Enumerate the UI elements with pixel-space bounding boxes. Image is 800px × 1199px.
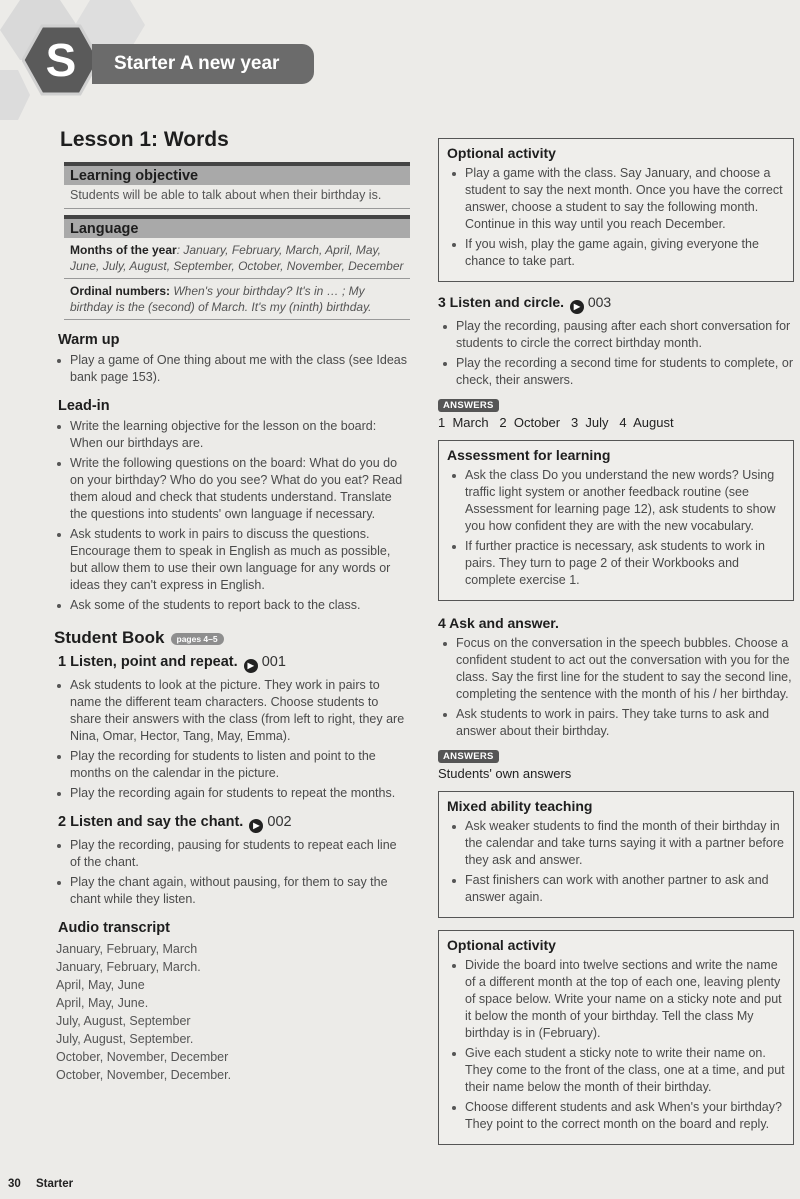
assessment-list xyxy=(447,467,785,589)
list-item: If further practice is necessary, ask students to work in pairs. They turn to page 2 of their Workbooks and complete exercise 1. xyxy=(463,538,785,589)
list-item: Fast finishers can work with another partner to ask and answer again. xyxy=(463,872,785,906)
list-item: Play the recording again for students to repeat the months. xyxy=(68,785,410,802)
exercise-4-list xyxy=(438,635,794,740)
exercise-3-title: 3 Listen and circle. xyxy=(438,294,565,310)
list-item: Give each student a sticky note to write their name on. They come to the front of the class, one at a time, and put their name below the month of their birthday. xyxy=(465,1046,785,1094)
exercise-4-answers: Students' own answers xyxy=(438,766,572,781)
list-item: If you wish, play the game again, giving everyone the chance to take part. xyxy=(463,236,785,270)
right-column xyxy=(438,138,794,1157)
exercise-1-list xyxy=(52,677,410,802)
exercise-1-heading xyxy=(58,654,410,673)
assessment-box xyxy=(438,440,794,601)
list-item: Play the recording a second time for students to complete, or check, their answers. xyxy=(456,356,793,387)
list-item: Focus on the conversation in the speech bubbles. Choose a confident student to act out the conversation with you for the class. Say the first line for the student to say the second line, completing the sentence with the month of his / her birthday. xyxy=(454,635,794,703)
optional-activity-list xyxy=(447,165,785,270)
list-item: Ask students to work in pairs. They take turns to ask and answer about their birthday. xyxy=(454,706,794,740)
lesson-title: Lesson 1: Words xyxy=(60,128,229,151)
page-footer xyxy=(8,1178,85,1190)
months-label: Months of the year xyxy=(70,243,177,257)
list-item: Write the learning objective for the lesson on the board: When our birthdays are. xyxy=(68,418,410,452)
exercise-4-heading: 4 Ask and answer. xyxy=(438,615,559,631)
optional-activity-heading: Optional activity xyxy=(447,937,556,953)
exercise-2-title: 2 Listen and say the chant. xyxy=(58,814,244,830)
lead-in-heading: Lead-in xyxy=(58,398,110,414)
track-number: 002 xyxy=(267,814,292,830)
transcript-line: April, May, June xyxy=(56,978,145,992)
optional-activity-list xyxy=(447,957,785,1133)
transcript-line: April, May, June. xyxy=(56,996,149,1010)
language-heading: Language xyxy=(64,215,410,238)
mixed-ability-box xyxy=(438,791,794,918)
page-number: 30 xyxy=(8,1178,21,1190)
unit-badge-letter: S xyxy=(45,34,77,86)
months-row xyxy=(64,238,410,279)
lead-in-list xyxy=(52,418,410,614)
list-item: Play the recording, pausing for students to repeat each line of the chant. xyxy=(68,837,410,871)
objective-box xyxy=(64,162,410,320)
ordinal-row xyxy=(64,279,410,320)
optional-activity-heading: Optional activity xyxy=(447,145,556,161)
audio-transcript-heading: Audio transcript xyxy=(58,920,170,936)
mixed-ability-list xyxy=(447,818,785,906)
list-item: Choose different students and ask When's your birthday? They point to the correct month on the board and reply. xyxy=(463,1099,785,1133)
list-item: Play the recording, pausing after each short conversation for students to circle the correct birthday month. xyxy=(454,318,794,352)
transcript-line: July, August, September xyxy=(56,1014,191,1028)
learning-objective-heading: Learning objective xyxy=(64,162,410,185)
track-number: 003 xyxy=(587,294,612,310)
list-item: Play a game with the class. Say January, and choose a student to say the next month. Once you have the correct answer, choose a student to say the following month. Continue in this way until you reach December. xyxy=(463,165,785,233)
footer-section: Starter xyxy=(36,1178,74,1190)
list-item: Play the chant again, without pausing, for them to say the chant while they listen. xyxy=(68,874,410,908)
transcript-line: October, November, December xyxy=(56,1050,229,1064)
exercise-2-list xyxy=(52,837,410,908)
pages-tag: pages 4–5 xyxy=(171,633,224,645)
transcript-line: January, February, March. xyxy=(56,960,201,974)
student-book-heading xyxy=(54,628,410,648)
audio-icon: ▶ xyxy=(570,300,584,314)
answers-tag: ANSWERS xyxy=(438,399,499,412)
list-item: Play the recording for students to listen and point to the months on the calendar in the picture. xyxy=(68,748,410,782)
assessment-heading: Assessment for learning xyxy=(447,447,611,463)
ordinal-label: Ordinal numbers: xyxy=(70,284,171,298)
warm-up-list xyxy=(52,352,410,386)
list-item: Ask students to look at the picture. They work in pairs to name the different team characters. Choose students to share their answers with the class (from left to right, they are Nina, Omar, Hector, Tang, May, Emma). xyxy=(68,677,410,745)
list-item: Ask weaker students to find the month of their birthday in the calendar and take turns saying it with a partner before they ask and answer. xyxy=(465,819,784,867)
unit-title: Starter A new year xyxy=(114,53,280,74)
transcript-line: October, November, December. xyxy=(56,1068,232,1082)
exercise-1-title: 1 Listen, point and repeat. xyxy=(58,654,238,670)
student-book-title: Student Book xyxy=(54,628,165,647)
list-item: Ask some of the students to report back to the class. xyxy=(68,597,410,614)
exercise-3-answers: 1 March 2 October 3 July 4 August xyxy=(438,415,674,430)
optional-activity-box-2 xyxy=(438,930,794,1145)
list-item: Ask students to work in pairs to discuss the questions. Encourage them to speak in English as much as possible, but allow them to use their own language for any words or ideas they can't express in English. xyxy=(68,526,410,594)
months-text: : January, February, March, April, May, June, July, August, September, October, November, December xyxy=(70,243,404,273)
audio-icon: ▶ xyxy=(249,819,263,833)
left-column xyxy=(52,128,410,1084)
learning-objective-text: Students will be able to talk about when their birthday is. xyxy=(64,185,410,209)
list-item: Write the following questions on the board: What do you do on your birthday? Who do you see? What do you eat? Read them aloud and check that students understand. Translate the questions into students' own language if necessary. xyxy=(68,455,410,523)
transcript-line: July, August, September. xyxy=(56,1032,194,1046)
audio-transcript xyxy=(56,940,410,1084)
exercise-3-list xyxy=(438,318,794,389)
ordinal-text: When's your birthday? It's in … ; My birthday is the (second) of March. It's my (ninth) birthday. xyxy=(70,284,372,314)
transcript-line: January, February, March xyxy=(56,942,198,956)
list-item: Divide the board into twelve sections and write the name of a different month at the top of each one, leaving plenty of space below. Write your name on a sticky note and put it below the month of your birthday. Tell the class My birthday is in (February). xyxy=(463,957,785,1042)
audio-icon: ▶ xyxy=(244,659,258,673)
list-item: Play a game of One thing about me with the class (see Ideas bank page 153). xyxy=(68,352,410,386)
track-number: 001 xyxy=(261,654,286,670)
answers-tag: ANSWERS xyxy=(438,750,499,763)
exercise-3-heading xyxy=(438,294,794,314)
exercise-2-heading xyxy=(58,814,410,833)
unit-title-bar xyxy=(92,44,314,84)
optional-activity-box-1 xyxy=(438,138,794,282)
list-item: Ask the class Do you understand the new words? Using traffic light system or another feedback routine (see Assessment for learning page 12), ask students to show you how confident they are with the new vocabulary. xyxy=(463,467,785,535)
mixed-ability-heading: Mixed ability teaching xyxy=(447,798,593,814)
warm-up-heading: Warm up xyxy=(58,332,120,348)
